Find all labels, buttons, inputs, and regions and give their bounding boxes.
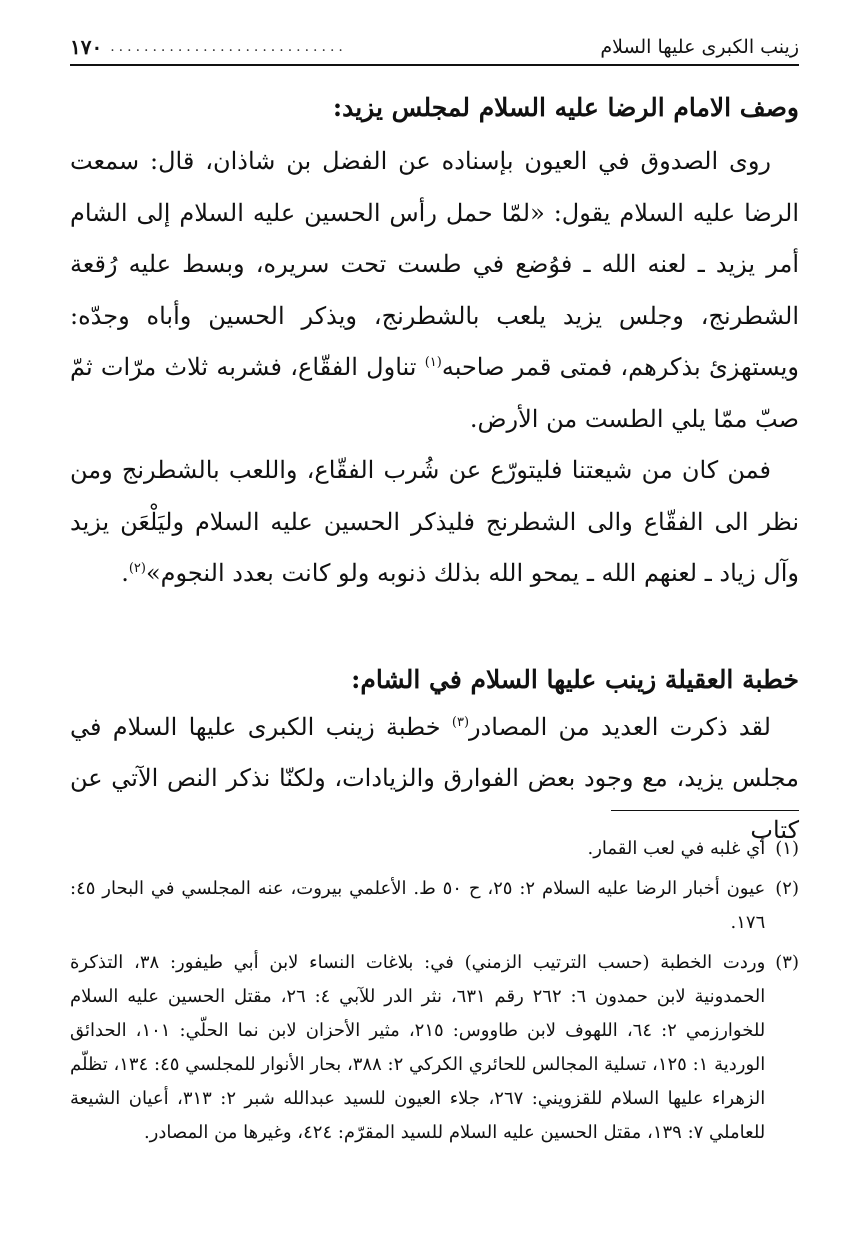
paragraph-sermon-end: خطبة زينب الكبرى عليها السلام في مجلس يزيد، مع وجود بعض الفوارق والزيادات، ولكنّا نذكر النص الآتي عن كتاب [70,712,799,844]
section-heading-zaynab: خطبة العقيلة زينب عليها السلام في الشام: [351,664,799,694]
paragraph-narration [70,136,799,445]
running-title: زينب الكبرى عليها السلام [600,36,799,58]
footnote-separator [611,810,799,811]
main-text [70,86,799,856]
footnotes [70,832,799,1156]
footnote-ref-1: (١) [424,355,442,370]
footnote-ref-3: (٣) [451,714,470,730]
footnote-text: عيون أخبار الرضا عليه السلام ٢: ٢٥، ح ٥٠ ط. الأعلمي بيروت، عنه المجلسي في البحار ٤٥: ١٧٦. [70,878,766,933]
paragraph-narration-end: تناول الفقّاع، فشربه ثلاث مرّات ثمّ صبّ ممّا يلي الطست من الأرض. [70,353,799,433]
section-heading-rida: وصف الامام الرضا عليه السلام لمجلس يزيد: [332,93,799,122]
paragraph-sermon-start: لقد ذكرت العديد من المصادر [469,712,771,741]
paragraph-narration-text: روى الصدوق في العيون بإسناده عن الفضل بن شاذان، قال: سمعت الرضا عليه السلام يقول: «لمّا حمل رأس الحسين عليه السلام إلى الشام أمر يزيد ـ لعنه الله ـ فوُضع في طست تحت سريره، وبسط عليه رُقعة الشطرنج، وجلس يزيد يلعب بالشطرنج، ويذكر الحسين وأباه وجدّه: ويستهزئ بذكرهم، فمتى قمر صاحبه [70,147,800,381]
paragraph-shia-end: . [121,559,129,587]
footnote-number: (٢) [775,878,799,899]
paragraph-shia [70,445,799,600]
running-header [70,30,799,66]
section-spacer [70,600,799,658]
footnote-number: (١) [775,838,799,859]
header-left-group [70,35,347,59]
footnote-text: وردت الخطبة (حسب الترتيب الزمني) في: بلاغات النساء لابن أبي طيفور: ٣٨، التذكرة الحمدونية لابن حمدون ٦: ٢٦٢ رقم ٦٣١، نثر الدر للآبي ٤: ٢٦، مقتل الحسين عليه السلام للخوارزمي ٢: ٦٤، اللهوف لابن طاووس: ٢١٥، مثير الأحزان لابن نما الحلّي: ١٠١، الحدائق الوردية ١: ١٢٥، تسلية المجالس للحائري الكركي ٢: ٣٨٨، بحار الأنوار للمجلسي ٤٥: ١٣٤، تظلّم الزهراء عليها السلام للقزويني: ٢٦٧، جلاء العيون للسيد عبدالله شبر ٢: ٣١٣، أعيان الشيعة للعاملي ٧: ١٣٩، مقتل الحسين عليه السلام للسيد المقرّم: ٤٢٤، وغيرها من المصادر. [70,952,766,1143]
leader-dots: ............................ [110,39,347,55]
footnote-text: أي غلبه في لعب القمار. [587,838,766,859]
footnote-ref-2: (٢) [128,561,146,576]
footnote-item [70,832,799,866]
page-number: ١٧٠ [70,35,103,59]
paragraph-shia-text: فمن كان من شيعتنا فليتورّع عن شُرب الفقّاع، واللعب بالشطرنج ومن نظر الى الفقّاع والى الشطرنج فليذكر الحسين عليه السلام وليَلْعَن يزيد وآل زياد ـ لعنهم الله ـ يمحو الله بذلك ذنوبه ولو كانت بعدد النجوم» [70,456,799,587]
footnote-number: (٣) [775,952,799,973]
footnote-item [70,946,799,1150]
footnote-item [70,872,799,940]
